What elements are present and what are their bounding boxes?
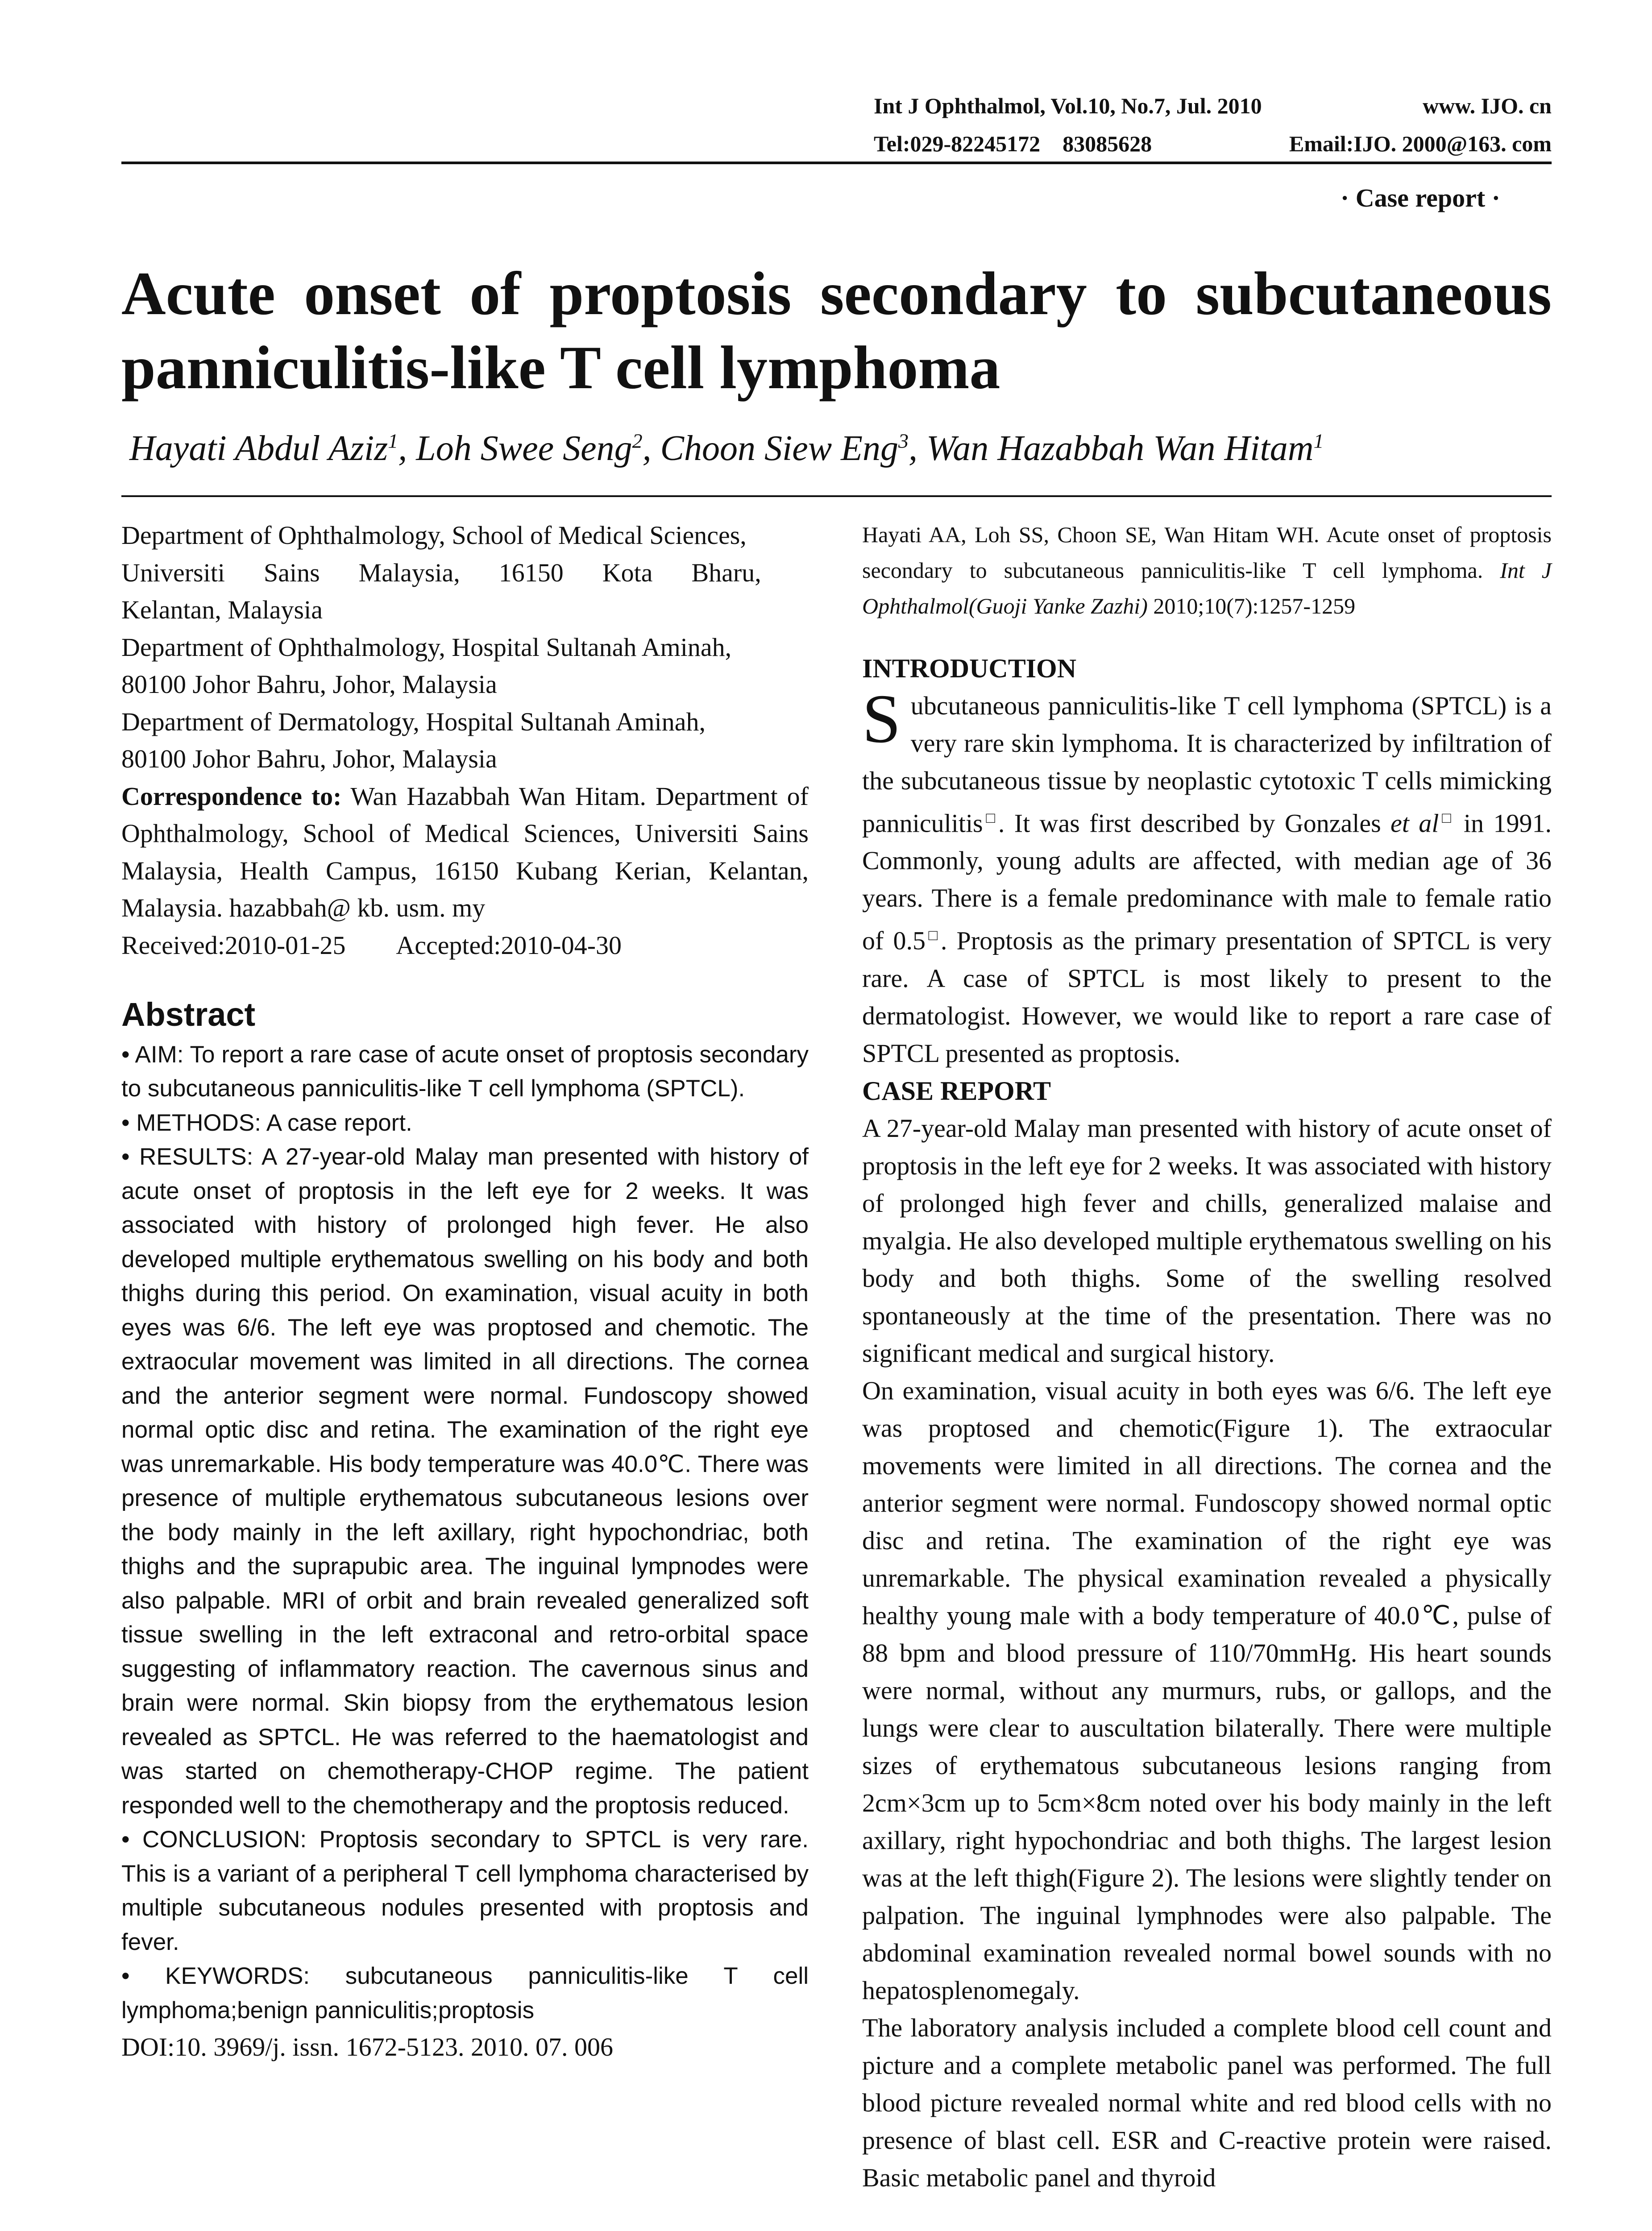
author-name: Hayati Abdul Aziz <box>129 429 388 468</box>
intro-text: . Proptosis as the primary presentation of SPTCL is very rare. A case of SPTCL is most likely to present to the dermatologist. However, we would like to report a rare case of SPTCL presented as proptosis. <box>862 926 1552 1068</box>
author-affiliation-mark: 1 <box>388 429 398 452</box>
citation-details: 2010;10(7):1257-1259 <box>1147 593 1356 618</box>
drop-cap: S <box>862 680 901 757</box>
journal-tel: Tel:029-82245172 83085628 <box>874 131 1152 156</box>
header-rule <box>121 162 1552 164</box>
left-column <box>121 517 809 2065</box>
introduction-paragraph <box>862 680 1552 1072</box>
affiliation-3-line: 80100 Johor Bahru, Johor, Malaysia <box>121 744 497 773</box>
affiliation-2-line: Department of Ophthalmology, Hospital Sultanah Aminah, <box>121 632 732 662</box>
author-affiliation-mark: 2 <box>632 429 643 452</box>
abstract-keywords: • KEYWORDS: subcutaneous panniculitis-like T cell lymphoma;benign panniculitis;proptosis <box>121 1963 809 2024</box>
reference-mark: □ <box>925 927 941 944</box>
intro-text: ubcutaneous panniculitis-like T cell lymphoma (SPTCL) is a very rare skin lymphoma. It is characterized by infiltration of the subcutaneous tissue by neoplastic cytotoxic T cells mimicking panniculitis <box>862 691 1552 838</box>
correspondence-text: Wan Hazabbah Wan Hitam. Department of Ophthalmology, School of Medical Sciences, Universiti Sains Malaysia, Health Campus, 16150 Kubang Kerian, Kelantan, Malaysia. hazabbah@ kb. usm. my <box>121 781 809 922</box>
article-title <box>121 257 1552 405</box>
author-separator: , <box>398 429 416 468</box>
right-column <box>862 517 1552 2197</box>
author-name: Loh Swee Seng <box>416 429 632 468</box>
author-list <box>129 428 1324 469</box>
title-line-1: Acute onset of proptosis secondary to subcutaneous <box>121 259 1552 328</box>
case-report-paragraph-2: On examination, visual acuity in both eyes was 6/6. The left eye was proptosed and chemotic(Figure 1). The extraocular movements were limited in all directions. The cornea and the anterior segment were normal. Fundoscopy showed normal optic disc and retina. The examination of the right eye was unremarkable. The physical examination revealed a physically healthy young male with a body temperature of 40.0℃, pulse of 88 bpm and blood pressure of 110/70mmHg. His heart sounds were normal, without any murmurs, rubs, or gallops, and the lungs were clear to auscultation bilaterally. There were multiple sizes of erythematous subcutaneous lesions ranging from 2cm×3cm up to 5cm×8cm noted over his body mainly in the left axillary, right hypochondriac and both thighs. The largest lesion was at the left thigh(Figure 2). The lesions were slightly tender on palpation. The inguinal lymphnodes were also palpable. The abdominal examination revealed normal bowel sounds with no hepatosplenomegaly. <box>862 1376 1552 2005</box>
reference-mark: □ <box>1439 810 1454 826</box>
affiliation-1-line: Department of Ophthalmology, School of Medical Sciences, <box>121 521 747 550</box>
abstract-aim: • AIM: To report a rare case of acute onset of proptosis secondary to subcutaneous panniculitis-like T cell lymphoma (SPTCL). <box>121 1041 809 1102</box>
title-line-2: panniculitis-like T cell lymphoma <box>121 333 1000 402</box>
citation-text: Hayati AA, Loh SS, Choon SE, Wan Hitam WH. Acute onset of proptosis secondary to subcutaneous panniculitis-like T cell lymphoma. <box>862 522 1552 583</box>
author-name: Choon Siew Eng <box>660 429 898 468</box>
affiliation-1-line: Universiti Sains Malaysia, 16150 Kota Bharu, <box>121 558 761 587</box>
journal-info: Int J Ophthalmol, Vol.10, No.7, Jul. 2010 <box>874 93 1262 118</box>
abstract-conclusion: • CONCLUSION: Proptosis secondary to SPTCL is very rare. This is a variant of a peripheral T cell lymphoma characterised by multiple subcutaneous nodules presented with proptosis and fever. <box>121 1826 809 1955</box>
abstract-heading: Abstract <box>121 996 256 1033</box>
case-report-paragraph-3: The laboratory analysis included a complete blood cell count and picture and a complete metabolic panel was performed. The full blood picture revealed normal white and red blood cells with no presence of blast cell. ESR and C-reactive protein were raised. Basic metabolic panel and thyroid <box>862 2013 1552 2192</box>
intro-text: . It was first described by Gonzales <box>998 809 1391 838</box>
introduction-heading: INTRODUCTION <box>862 654 1077 683</box>
affiliation-1-line: Kelantan, Malaysia <box>121 595 323 624</box>
affiliation-3-line: Department of Dermatology, Hospital Sultanah Aminah, <box>121 707 706 736</box>
citation <box>862 517 1552 624</box>
case-report-heading: CASE REPORT <box>862 1076 1051 1106</box>
case-report-paragraph-1: A 27-year-old Malay man presented with history of acute onset of proptosis in the left eye for 2 weeks. It was associated with history of prolonged high fever and chills, generalized malaise and myalgia. He also developed multiple erythematous swelling on his body and both thighs. Some of the swelling resolved spontaneously at the time of the presentation. There was no significant medical and surgical history. <box>862 1113 1552 1368</box>
reference-mark: □ <box>983 810 998 826</box>
author-separator: , <box>642 429 660 468</box>
abstract-results: • RESULTS: A 27-year-old Malay man presented with history of acute onset of proptosis in the left eye for 2 weeks. It was associated with history of prolonged high fever. He also developed multiple erythematous swelling on his body and both thighs during this period. On examination, visual acuity in both eyes was 6/6. The left eye was proptosed and chemotic. The extraocular movement was limited in all directions. The cornea and the anterior segment were normal. Fundoscopy showed normal optic disc and retina. The examination of the right eye was unremarkable. His body temperature was 40.0℃. There was presence of multiple erythematous subcutaneous lesions over the body mainly in the left axillary, right hypochondriac, both thighs and the suprapubic area. The inguinal lympnodes were also palpable. MRI of orbit and brain revealed generalized soft tissue swelling in the left extraconal and retro-orbital space suggesting of inflammatory reaction. The cavernous sinus and brain were normal. Skin biopsy from the erythematous lesion revealed as SPTCL. He was referred to the haematologist and was started on chemotherapy-CHOP regime. The patient responded well to the chemotherapy and the proptosis reduced. <box>121 1144 809 1819</box>
author-separator: , <box>909 429 926 468</box>
abstract-methods: • METHODS: A case report. <box>121 1109 412 1136</box>
author-affiliation-mark: 3 <box>898 429 909 452</box>
author-affiliation-mark: 1 <box>1313 429 1324 452</box>
section-label: · Case report · <box>1340 183 1500 212</box>
abstract-body <box>121 1038 809 2028</box>
intro-text: in 1991. Commonly, young adults are affected, with median age of 36 years. There is a female predominance with male to female ratio of 0.5 <box>862 809 1552 955</box>
affiliation-2-line: 80100 Johor Bahru, Johor, Malaysia <box>121 670 497 699</box>
journal-website[interactable]: www. IJO. cn <box>1423 93 1552 118</box>
correspondence-label: Correspondence to: <box>121 781 342 811</box>
journal-email[interactable]: Email:IJO. 2000@163. com <box>1289 131 1552 156</box>
affiliations <box>121 517 809 964</box>
correspondence <box>121 778 809 927</box>
author-name: Wan Hazabbah Wan Hitam <box>926 429 1314 468</box>
doi[interactable]: DOI:10. 3969/j. issn. 1672-5123. 2010. 07. 006 <box>121 2032 613 2061</box>
intro-etal: et al <box>1391 809 1439 838</box>
author-rule <box>121 495 1552 497</box>
received-accepted-dates: Received:2010-01-25 Accepted:2010-04-30 <box>121 930 622 960</box>
citation-journal: Int J Ophthalmol(Guoji Yanke Zazhi) <box>862 558 1552 618</box>
